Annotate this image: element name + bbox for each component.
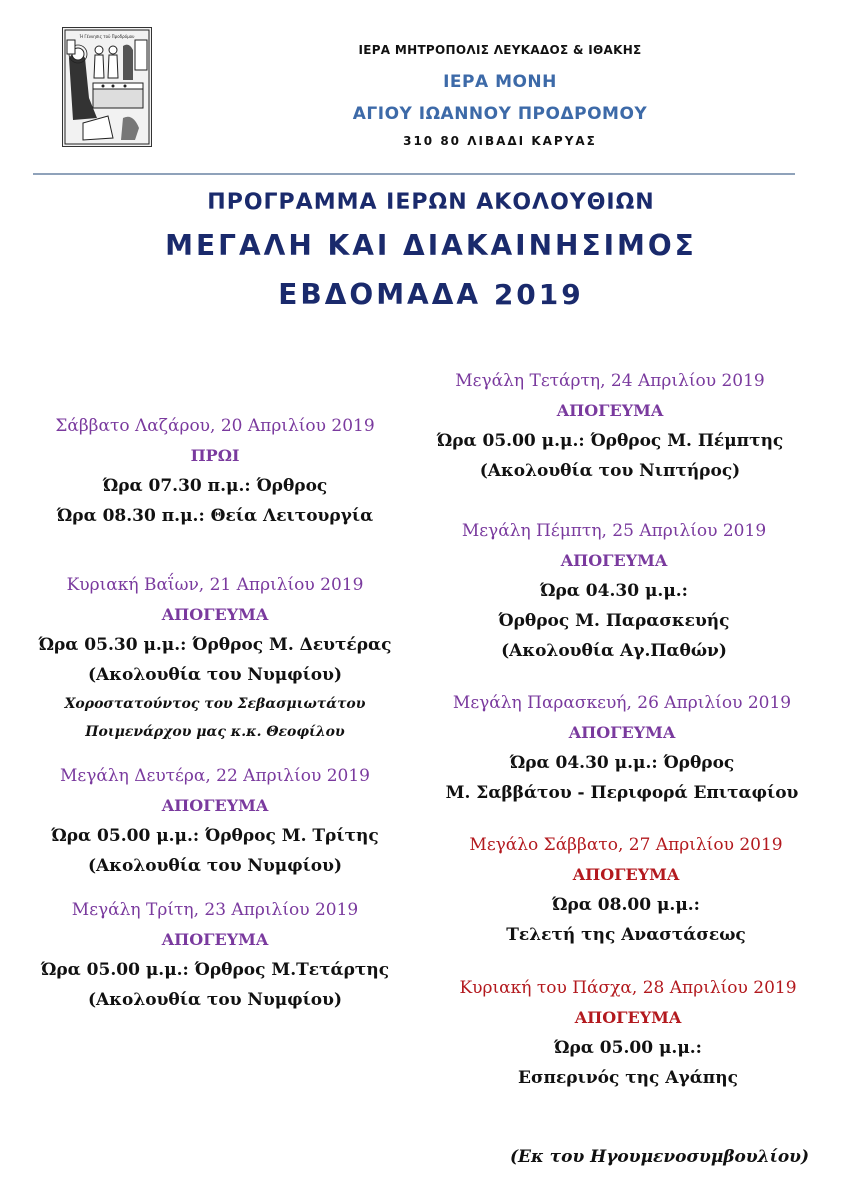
schedule-entry-holy-wednesday: [400, 366, 820, 486]
entry-service: (Ακολουθία του Νυμφίου): [88, 665, 342, 685]
entry-service: Ώρα 05.00 μ.μ.: Όρθρος Μ.Τετάρτης: [40, 960, 390, 980]
header-divider: [33, 173, 795, 175]
entry-service: (Ακολουθία του Νιπτήρος): [479, 461, 741, 481]
icon-illustration-icon: [63, 28, 151, 146]
entry-date: Μεγάλο Σάββατο, 27 Απριλίου 2019: [469, 835, 783, 855]
entry-service: (Ακολουθία Αγ.Παθών): [501, 641, 727, 661]
schedule-entry-holy-thursday: [404, 516, 824, 666]
monastery-title-line2: ΑΓΙΟΥ ΙΩΑΝΝΟΥ ΠΡΟΔΡΟΜΟΥ: [352, 104, 648, 124]
signature-footer: (Εκ του Ηγουμενοσυμβουλίου): [510, 1147, 810, 1167]
entry-date: Μεγάλη Πέμπτη, 25 Απριλίου 2019: [461, 521, 767, 541]
entry-date: Μεγάλη Παρασκευή, 26 Απριλίου 2019: [452, 693, 792, 713]
entry-period: ΑΠΟΓΕΥΜΑ: [560, 551, 668, 570]
entry-service: Ώρα 05.30 μ.μ.: Όρθρος Μ. Δευτέρας: [38, 635, 392, 655]
entry-service: Ώρα 08.00 μ.μ.:: [552, 895, 700, 915]
entry-service: Μ. Σαββάτου - Περιφορά Επιταφίου: [445, 783, 799, 803]
entry-service: Ώρα 05.00 μ.μ.:: [554, 1038, 702, 1058]
entry-period: ΑΠΟΓΕΥΜΑ: [161, 796, 269, 815]
entry-service: Ώρα 05.00 μ.μ.: Όρθρος Μ. Τρίτης: [51, 826, 379, 846]
document-title-line3: ΕΒΔΟΜΑΔΑ 2019: [278, 278, 584, 311]
entry-note: Χοροστατούντος του Σεβασμιωτάτου: [64, 696, 366, 712]
entry-date: Κυριακή του Πάσχα, 28 Απριλίου 2019: [459, 978, 797, 998]
entry-service: Ώρα 08.30 π.μ.: Θεία Λειτουργία: [56, 506, 374, 526]
schedule-entry-holy-friday: [412, 688, 832, 808]
entry-date: Κυριακή Βαΐων, 21 Απριλίου 2019: [66, 575, 364, 595]
schedule-entry-lazarus-saturday: [0, 411, 430, 531]
svg-text:Ή Γέννησις τοῦ Προδρόμου: Ή Γέννησις τοῦ Προδρόμου: [79, 34, 135, 39]
entry-period: ΑΠΟΓΕΥΜΑ: [572, 865, 680, 884]
entry-service: Ώρα 04.30 μ.μ.: Όρθρος: [509, 753, 735, 773]
entry-period: ΑΠΟΓΕΥΜΑ: [161, 605, 269, 624]
entry-service: (Ακολουθία του Νυμφίου): [88, 990, 342, 1010]
entry-service: Ώρα 05.00 μ.μ.: Όρθρος Μ. Πέμπτης: [436, 431, 784, 451]
document-title-line1: ΠΡΟΓΡΑΜΜΑ ΙΕΡΩΝ ΑΚΟΛΟΥΘΙΩΝ: [207, 190, 655, 215]
entry-service: Ώρα 07.30 π.μ.: Όρθρος: [102, 476, 328, 496]
entry-period: ΑΠΟΓΕΥΜΑ: [574, 1008, 682, 1027]
entry-period: ΑΠΟΓΕΥΜΑ: [161, 930, 269, 949]
entry-service: Τελετή της Αναστάσεως: [506, 925, 746, 945]
entry-service: (Ακολουθία του Νυμφίου): [88, 856, 342, 876]
schedule-entry-easter-sunday: [418, 973, 838, 1093]
schedule-entry-holy-monday: [0, 761, 430, 881]
monastery-address: 310 80 ΛΙΒΑΔΙ ΚΑΡΥΑΣ: [403, 134, 597, 148]
document-title-line2: ΜΕΓΑΛΗ ΚΑΙ ΔΙΑΚΑΙΝΗΣΙΜΟΣ: [165, 229, 697, 262]
entry-period: ΑΠΟΓΕΥΜΑ: [556, 401, 664, 420]
entry-note: Ποιμενάρχου μας κ.κ. Θεοφίλου: [85, 724, 345, 740]
entry-date: Σάββατο Λαζάρου, 20 Απριλίου 2019: [55, 416, 375, 436]
entry-service: Ώρα 04.30 μ.μ.:: [540, 581, 688, 601]
metropolis-name: ΙΕΡΑ ΜΗΤΡΟΠΟΛΙΣ ΛΕΥΚΑΔΟΣ & ΙΘΑΚΗΣ: [358, 43, 642, 57]
entry-service: Όρθρος Μ. Παρασκευής: [498, 611, 730, 631]
monastery-title-line1: ΙΕΡΑ ΜΟΝΗ: [443, 72, 557, 92]
schedule-entry-holy-tuesday: [0, 895, 430, 1015]
nativity-icon-image: [62, 27, 152, 147]
entry-date: Μεγάλη Τρίτη, 23 Απριλίου 2019: [71, 900, 359, 920]
entry-date: Μεγάλη Δευτέρα, 22 Απριλίου 2019: [60, 766, 370, 786]
entry-period: ΠΡΩΙ: [190, 446, 240, 465]
schedule-entry-holy-saturday: [416, 830, 836, 950]
entry-date: Μεγάλη Τετάρτη, 24 Απριλίου 2019: [455, 371, 765, 391]
entry-service: Εσπερινός της Αγάπης: [518, 1068, 738, 1088]
entry-period: ΑΠΟΓΕΥΜΑ: [568, 723, 676, 742]
schedule-entry-palm-sunday: [0, 570, 430, 746]
